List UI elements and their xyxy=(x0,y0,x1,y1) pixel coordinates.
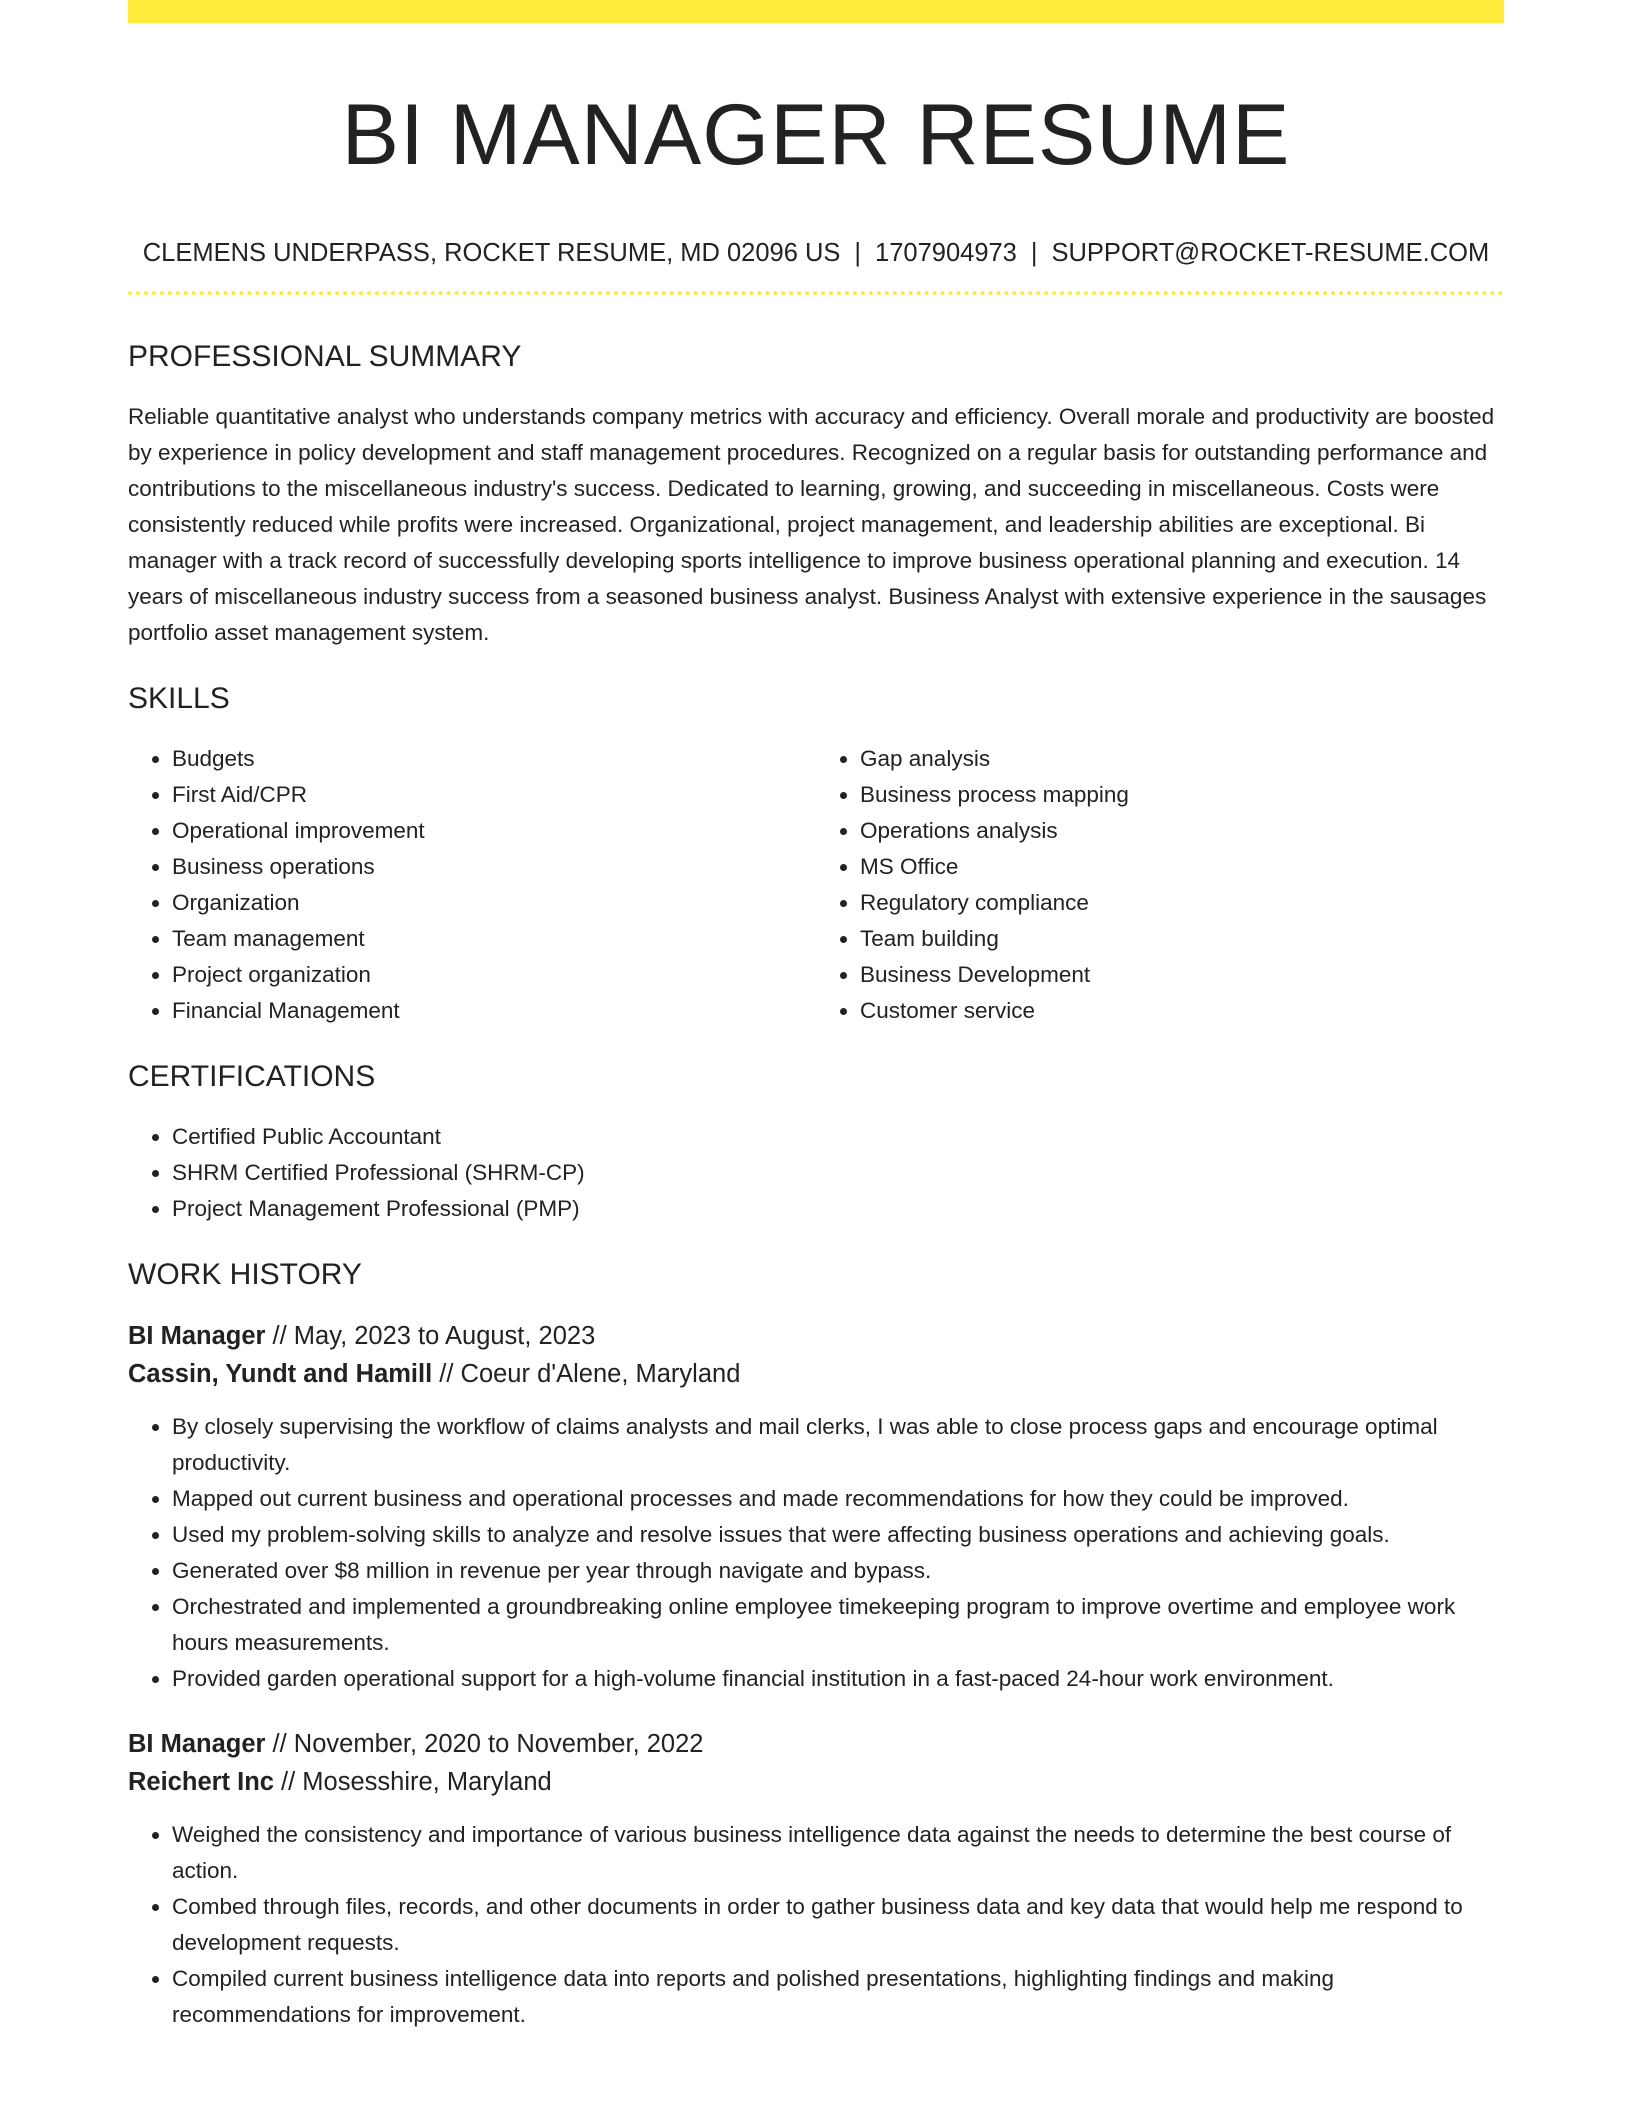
work-history-heading: WORK HISTORY xyxy=(128,1258,362,1291)
skills-list-right xyxy=(816,741,1504,1029)
job-bullet: • Mapped out current business and operational processes and made recommendations for how they could be improved. xyxy=(172,1481,1504,1517)
skill-item: • First Aid/CPR xyxy=(172,777,816,813)
skill-item: • MS Office xyxy=(860,849,1504,885)
summary-heading: PROFESSIONAL SUMMARY xyxy=(128,340,522,373)
skill-item: • Customer service xyxy=(860,993,1504,1029)
job-dates: // November, 2020 to November, 2022 xyxy=(265,1730,704,1758)
job-bullet: • Used my problem-solving skills to analyze and resolve issues that were affecting business operations and achieving goals. xyxy=(172,1517,1504,1553)
job-bullets xyxy=(128,1817,1504,2033)
skills-heading: SKILLS xyxy=(128,682,230,715)
skills-columns xyxy=(128,741,1504,1029)
certifications-list xyxy=(128,1119,1504,1227)
job-entry xyxy=(128,1725,1504,2033)
contact-separator: | xyxy=(854,239,862,267)
job-company: Reichert Inc xyxy=(128,1768,274,1796)
skill-item: • Operations analysis xyxy=(860,813,1504,849)
job-bullets xyxy=(128,1409,1504,1697)
job-bullet: • Orchestrated and implemented a groundbreaking online employee timekeeping program to improve overtime and employee work hours measurements. xyxy=(172,1589,1504,1661)
skill-item: • Regulatory compliance xyxy=(860,885,1504,921)
summary-text: Reliable quantitative analyst who understands company metrics with accuracy and efficiency. Overall morale and productivity are boosted by experience in policy development and staff management procedures. Recognized on a regular basis for outstanding performance and contributions to the miscellaneous industry's success. Dedicated to learning, growing, and succeeding in miscellaneous. Costs were consistently reduced while profits were increased. Organizational, project management, and leadership abilities are exceptional. Bi manager with a track record of successfully developing sports intelligence to improve business operational planning and execution. 14 years of miscellaneous industry success from a seasoned business analyst. Business Analyst with extensive experience in the sausages portfolio asset management system. xyxy=(128,404,1495,645)
resume-page xyxy=(128,0,1504,2033)
skill-item: • Team building xyxy=(860,921,1504,957)
contact-line xyxy=(128,237,1504,269)
job-bullet: • Generated over $8 million in revenue per year through navigate and bypass. xyxy=(172,1553,1504,1589)
job-company-line xyxy=(128,1763,1504,1801)
contact-separator: | xyxy=(1030,239,1038,267)
job-location: // Mosesshire, Maryland xyxy=(273,1768,552,1796)
job-bullet: • Weighed the consistency and importance of various business intelligence data against the needs to determine the best course of action. xyxy=(172,1817,1504,1889)
skill-item: • Team management xyxy=(172,921,816,957)
job-title-line xyxy=(128,1725,1504,1763)
top-accent-bar xyxy=(128,0,1504,23)
job-company-line xyxy=(128,1355,1504,1393)
resume-title: BI MANAGER RESUME xyxy=(341,87,1291,183)
certification-item: • Project Management Professional (PMP) xyxy=(172,1191,1504,1227)
job-title: BI Manager xyxy=(128,1322,266,1350)
job-title: BI Manager xyxy=(128,1730,266,1758)
skill-item: • Gap analysis xyxy=(860,741,1504,777)
job-bullet: • Combed through files, records, and other documents in order to gather business data and key data that would help me respond to development requests. xyxy=(172,1889,1504,1961)
contact-phone: 1707904973 xyxy=(875,239,1017,267)
header-divider xyxy=(128,291,1504,295)
skill-item: • Operational improvement xyxy=(172,813,816,849)
skill-item: • Business operations xyxy=(172,849,816,885)
job-bullet: • By closely supervising the workflow of claims analysts and mail clerks, I was able to close process gaps and encourage optimal productivity. xyxy=(172,1409,1504,1481)
job-bullet: • Compiled current business intelligence data into reports and polished presentations, highlighting findings and making recommendations for improvement. xyxy=(172,1961,1504,2033)
contact-address: CLEMENS UNDERPASS, ROCKET RESUME, MD 02096 US xyxy=(142,239,841,267)
certification-item: • SHRM Certified Professional (SHRM-CP) xyxy=(172,1155,1504,1191)
job-bullet: • Provided garden operational support for a high-volume financial institution in a fast-paced 24-hour work environment. xyxy=(172,1661,1504,1697)
skill-item: • Project organization xyxy=(172,957,816,993)
certification-item: • Certified Public Accountant xyxy=(172,1119,1504,1155)
job-title-line xyxy=(128,1317,1504,1355)
skill-item: • Business process mapping xyxy=(860,777,1504,813)
job-dates: // May, 2023 to August, 2023 xyxy=(265,1322,596,1350)
job-company: Cassin, Yundt and Hamill xyxy=(128,1360,433,1388)
certifications-heading: CERTIFICATIONS xyxy=(128,1060,376,1093)
skill-item: • Budgets xyxy=(172,741,816,777)
skill-item: • Organization xyxy=(172,885,816,921)
skills-list-left xyxy=(128,741,816,1029)
skill-item: • Business Development xyxy=(860,957,1504,993)
contact-email[interactable]: SUPPORT@ROCKET-RESUME.COM xyxy=(1051,239,1490,267)
skill-item: • Financial Management xyxy=(172,993,816,1029)
job-location: // Coeur d'Alene, Maryland xyxy=(432,1360,741,1388)
job-entry xyxy=(128,1317,1504,1697)
